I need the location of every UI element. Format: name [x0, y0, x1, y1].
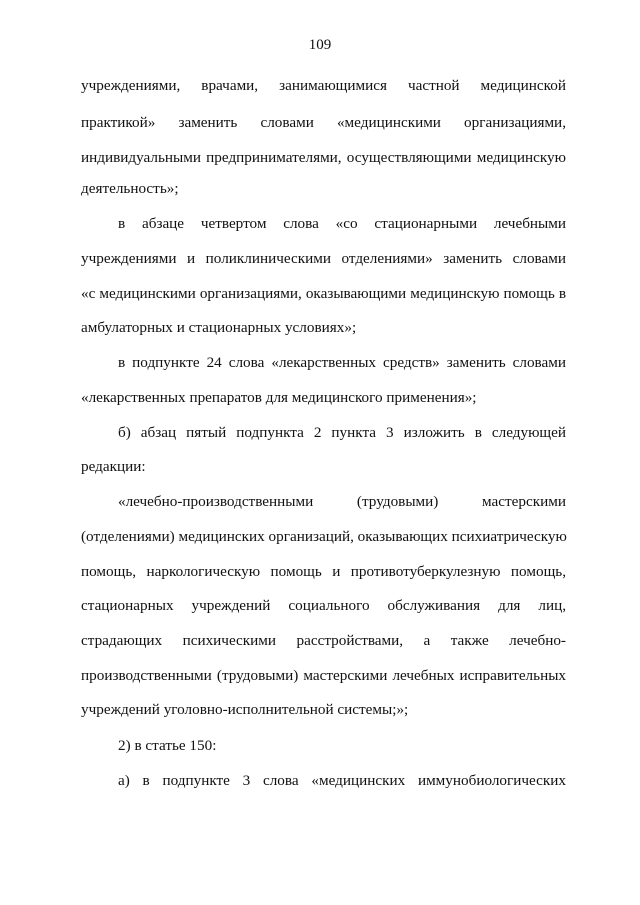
text-line: редакции: [81, 458, 146, 475]
page-number: 109 [308, 37, 332, 53]
text-line: «лечебно-производственными (трудовыми) мастерскими [118, 493, 566, 510]
text-line: учреждениями и поликлиническими отделениями» заменить словами [81, 250, 566, 267]
text-line: (отделениями) медицинских организаций, оказывающих психиатрическую [81, 528, 567, 545]
text-line: амбулаторных и стационарных условиях»; [81, 319, 357, 336]
text-line: в подпункте 24 слова «лекарственных средств» заменить словами [118, 354, 566, 371]
text-line: практикой» заменить словами «медицинскими организациями, [81, 114, 566, 131]
text-line: деятельность»; [81, 180, 179, 197]
text-line: производственными (трудовыми) мастерскими лечебных исправительных [81, 667, 566, 684]
text-line: помощь, наркологическую помощь и противотуберкулезную помощь, [81, 563, 566, 580]
text-line: б) абзац пятый подпункта 2 пункта 3 изложить в следующей [118, 424, 566, 441]
text-line: в абзаце четвертом слова «со стационарными лечебными [118, 215, 566, 232]
text-line: стационарных учреждений социального обслуживания для лиц, [81, 597, 566, 614]
text-line: 2) в статье 150: [118, 737, 217, 754]
text-line: а) в подпункте 3 слова «медицинских иммунобиологических [118, 772, 566, 789]
text-line: учреждениями, врачами, занимающимися частной медицинской [81, 77, 566, 94]
text-line: индивидуальными предпринимателями, осуществляющими медицинскую [81, 149, 566, 166]
text-line: страдающих психическими расстройствами, а также лечебно- [81, 632, 566, 649]
text-line: «с медицинскими организациями, оказывающими медицинскую помощь в [81, 285, 566, 302]
text-line: учреждений уголовно-исполнительной системы;»; [81, 701, 409, 718]
text-line: «лекарственных препаратов для медицинского применения»; [81, 389, 477, 406]
